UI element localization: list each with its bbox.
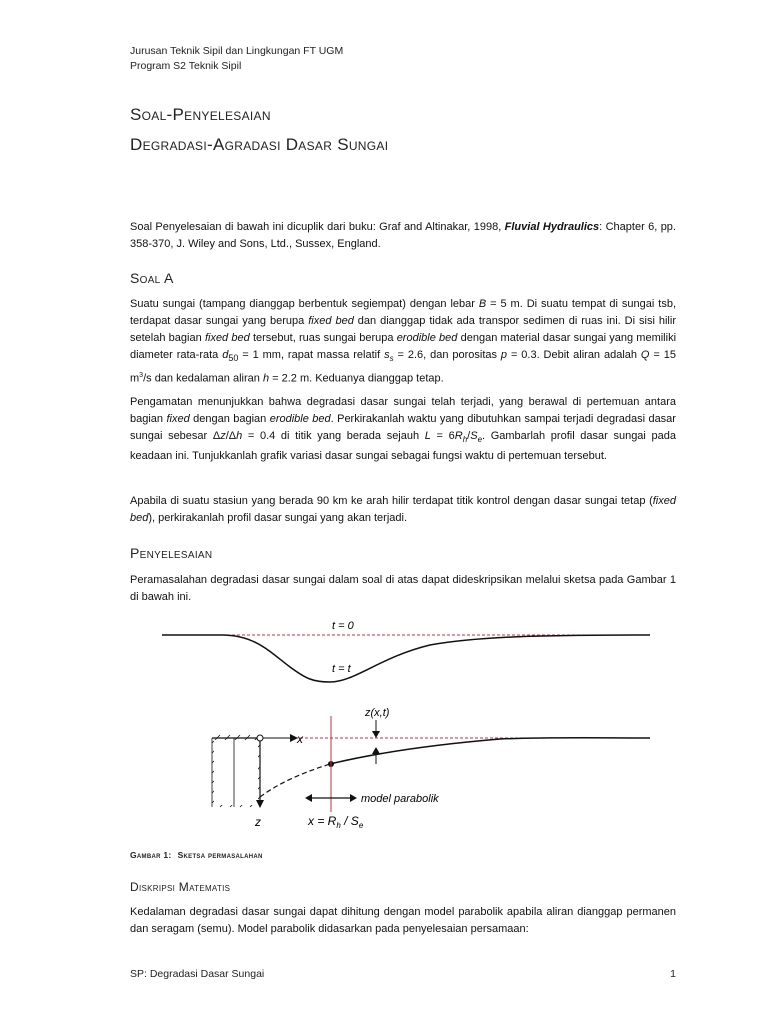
book-title: Fluvial Hydraulics	[504, 221, 600, 233]
bottom-profile-group	[212, 707, 650, 830]
header-department: Jurusan Teknik Sipil dan Lingkungan FT UGM	[130, 45, 344, 57]
document-footer	[130, 968, 676, 980]
section-heading-diskripsi: Diskripsi Matematis	[130, 880, 231, 894]
page-number: 1	[670, 968, 676, 980]
soal-a-paragraph-2: Pengamatan menunjukkan bahwa degradasi dasar sungai telah terjadi, yang berawal di pertemuan antara bagian fixed dengan bagian erodible bed. Perkirakanlah waktu yang dibutuhkan sampai terjadi degradasi dasar sungai sebesar Δz/Δh = 0.4 di titik yang berada sejauh $L = 6R_h/S_e$. Gambarlah profil dasar sungai pada keadaan ini. Tunjukkanlah grafik variasi dasar sungai sebagai fungsi waktu di pertemuan tersebut.	[130, 396, 676, 463]
header-program: Program S2 Teknik Sipil	[130, 60, 242, 72]
label-model: model parabolik	[361, 793, 439, 805]
top-profile-group	[162, 620, 650, 682]
figure-sketch	[150, 612, 660, 837]
section-heading-soal-a: Soal A	[130, 270, 174, 286]
label-z: z	[255, 815, 261, 829]
figure-caption-text: Sketsa permasalahan	[177, 850, 263, 860]
footer-title: SP: Degradasi Dasar Sungai	[130, 968, 265, 980]
intro-paragraph: Soal Penyelesaian di bawah ini dicuplik dari buku: Graf and Altinakar, 1998, Fluvial Hydraulics: Chapter 6, pp. 358-370, J. Wiley and Sons, Ltd., Sussex, England.	[130, 221, 676, 250]
diskripsi-paragraph: Kedalaman degradasi dasar sungai dapat dihitung dengan model parabolik apabila aliran dianggap permanen dan seragam (semu). Model parabolik didasarkan pada penyelesaian persamaan:	[130, 906, 676, 935]
penyelesaian-paragraph: Peramasalahan degradasi dasar sungai dalam soal di atas dapat dideskripsikan melalui sketsa pada Gambar 1 di bawah ini.	[130, 574, 676, 603]
parabolic-extension	[260, 764, 330, 797]
label-tt: t = t	[332, 663, 351, 675]
figure-caption-number: Gambar 1:	[130, 850, 172, 860]
figure-caption	[130, 850, 269, 860]
document-header	[130, 44, 343, 74]
soal-a-paragraph-1: Suatu sungai (tampang dianggap berbentuk segiempat) dengan lebar B = 5 m. Di suatu tempat di sungai tsb, terdapat dasar sungai yang berupa fixed bed dan dianggap tidak ada transpor sedimen di ruas ini. Di sisi hilir setelah bagian fixed bed tersebut, ruas sungai berupa erodible bed dengan material dasar sungai yang memiliki diameter rata-rata $d_{50} = 1$ mm, rapat massa relatif $s_s = 2.6$, dan porositas p = 0.3. Debit aliran adalah Q = 15 $m^3/s$ dan kedalaman aliran h = 2.2 m. Keduanya dianggap tetap.	[130, 298, 677, 385]
label-xeq: $x = R_h / S_e$	[308, 814, 364, 830]
label-t0: t = 0	[332, 620, 354, 632]
soal-a-paragraph-3: Apabila di suatu stasiun yang berada 90 km ke arah hilir terdapat titik kontrol dengan dasar sungai tetap (fixed bed), perkirakanlah profil dasar sungai yang akan terjadi.	[130, 495, 676, 524]
label-zxt: z(x,t)	[365, 707, 390, 719]
origin-point	[257, 735, 263, 741]
document-title-line1: Soal-Penyelesaian	[130, 105, 271, 124]
degraded-bed-curve	[162, 635, 650, 682]
section-heading-penyelesaian: Penyelesaian	[130, 545, 213, 561]
label-x: x	[297, 732, 303, 746]
document-title-line2: Degradasi-Agradasi Dasar Sungai	[130, 135, 389, 154]
